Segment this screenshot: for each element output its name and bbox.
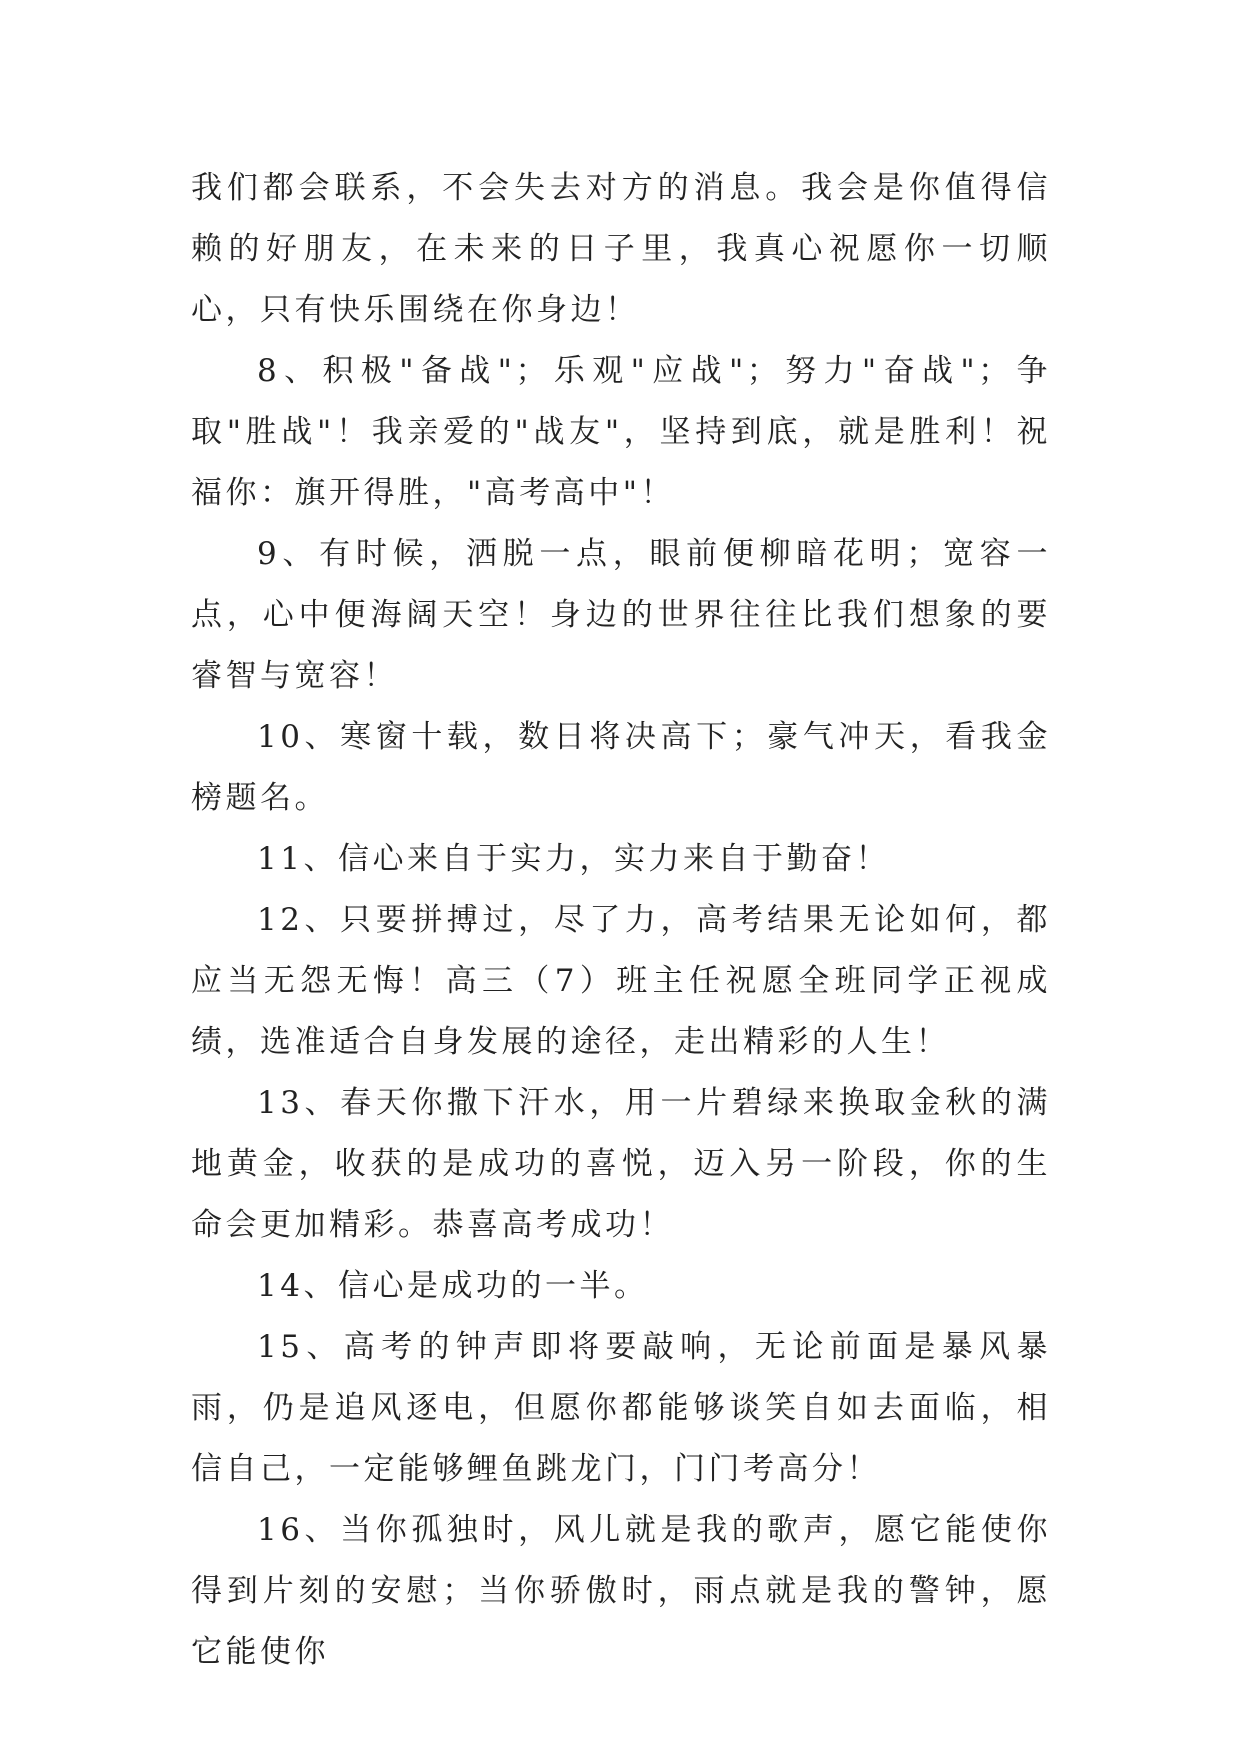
paragraph-item-9: 9、有时候，洒脱一点，眼前便柳暗花明；宽容一点，心中便海阔天空！身边的世界往往比我们想象的要睿智与宽容！ bbox=[191, 536, 1051, 694]
paragraph-item-16: 16、当你孤独时，风儿就是我的歌声，愿它能使你得到片刻的安慰；当你骄傲时，雨点就是我的警钟，愿它能使你 bbox=[191, 1512, 1051, 1670]
document-body bbox=[191, 158, 1051, 1683]
paragraph-item-14: 14、信心是成功的一半。 bbox=[257, 1268, 649, 1304]
paragraph-item-10: 10、寒窗十载，数日将决高下；豪气冲天，看我金榜题名。 bbox=[191, 719, 1051, 816]
paragraph-item-8: 8、积极"备战"；乐观"应战"；努力"奋战"；争取"胜战"！我亲爱的"战友"，坚持到底，就是胜利！祝福你：旗开得胜，"高考高中"！ bbox=[191, 353, 1051, 511]
paragraph-item-15: 15、高考的钟声即将要敲响，无论前面是暴风暴雨，仍是追风逐电，但愿你都能够谈笑自如去面临，相信自己，一定能够鲤鱼跳龙门，门门考高分！ bbox=[191, 1329, 1051, 1487]
paragraph-item-13: 13、春天你撒下汗水，用一片碧绿来换取金秋的满地黄金，收获的是成功的喜悦，迈入另一阶段，你的生命会更加精彩。恭喜高考成功！ bbox=[191, 1085, 1051, 1243]
paragraph-item-12: 12、只要拼搏过，尽了力，高考结果无论如何，都应当无怨无悔！高三（7）班主任祝愿全班同学正视成绩，选准适合自身发展的途径，走出精彩的人生！ bbox=[191, 902, 1051, 1060]
paragraph-continuation: 我们都会联系，不会失去对方的消息。我会是你值得信赖的好朋友，在未来的日子里，我真心祝愿你一切顺心，只有快乐围绕在你身边！ bbox=[191, 170, 1051, 328]
paragraph-item-11: 11、信心来自于实力，实力来自于勤奋！ bbox=[257, 841, 890, 877]
